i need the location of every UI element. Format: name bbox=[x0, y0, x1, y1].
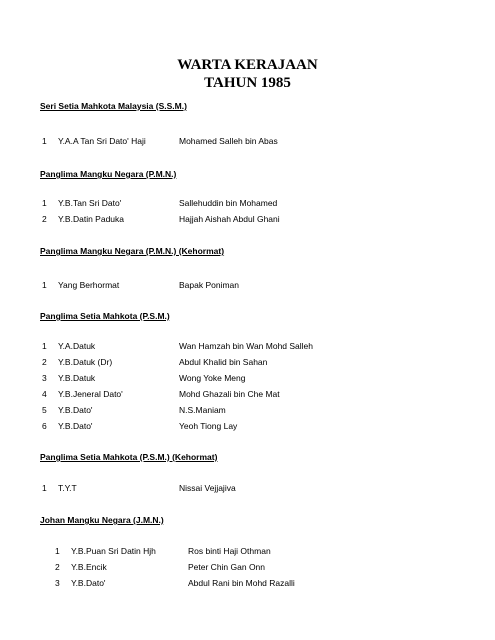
row-title: Y.B.Dato' bbox=[58, 405, 93, 415]
row-number: 3 bbox=[42, 373, 47, 383]
row-number: 5 bbox=[42, 405, 47, 415]
row-name: Mohamed Salleh bin Abas bbox=[179, 136, 278, 146]
row-name: Abdul Khalid bin Sahan bbox=[179, 357, 268, 367]
table-row bbox=[0, 562, 495, 573]
row-title: Yang Berhormat bbox=[58, 280, 120, 290]
section-heading: Johan Mangku Negara (J.M.N.) bbox=[40, 515, 164, 525]
row-number: 1 bbox=[55, 546, 60, 556]
row-number: 1 bbox=[42, 136, 47, 146]
table-row bbox=[0, 421, 495, 432]
row-name: Mohd Ghazali bin Che Mat bbox=[179, 389, 280, 399]
row-name: Bapak Poniman bbox=[179, 280, 240, 290]
section-heading: Panglima Mangku Negara (P.M.N.) bbox=[40, 169, 177, 179]
section-heading: Seri Setia Mahkota Malaysia (S.S.M.) bbox=[40, 101, 187, 111]
row-number: 2 bbox=[55, 562, 60, 572]
document-title-line-1: WARTA KERAJAAN bbox=[177, 57, 318, 73]
row-name: Wong Yoke Meng bbox=[179, 373, 246, 383]
row-number: 1 bbox=[42, 483, 47, 493]
table-row bbox=[0, 280, 495, 291]
row-title: Y.B.Datin Paduka bbox=[58, 214, 124, 224]
row-title: Y.B.Dato' bbox=[71, 578, 106, 588]
table-row bbox=[0, 373, 495, 384]
section-heading: Panglima Mangku Negara (P.M.N.) (Kehormat) bbox=[40, 246, 225, 256]
table-row bbox=[0, 136, 495, 147]
table-row bbox=[0, 578, 495, 589]
table-row bbox=[0, 214, 495, 225]
row-title: Y.B.Encik bbox=[71, 562, 107, 572]
table-row bbox=[0, 357, 495, 368]
row-title: Y.B.Puan Sri Datin Hjh bbox=[71, 546, 156, 556]
section-heading: Panglima Setia Mahkota (P.S.M.) (Kehormat) bbox=[40, 452, 218, 462]
table-row bbox=[0, 405, 495, 416]
table-row bbox=[0, 389, 495, 400]
document-title-line-2: TAHUN 1985 bbox=[204, 75, 291, 91]
row-number: 1 bbox=[42, 341, 47, 351]
row-number: 1 bbox=[42, 198, 47, 208]
table-row bbox=[0, 198, 495, 209]
row-number: 2 bbox=[42, 214, 47, 224]
row-title: Y.A.A Tan Sri Dato' Haji bbox=[58, 136, 146, 146]
row-number: 2 bbox=[42, 357, 47, 367]
row-name: Abdul Rani bin Mohd Razalli bbox=[188, 578, 295, 588]
table-row bbox=[0, 546, 495, 557]
row-name: Wan Hamzah bin Wan Mohd Salleh bbox=[179, 341, 314, 351]
row-title: Y.A.Datuk bbox=[58, 341, 96, 351]
row-name: Ros binti Haji Othman bbox=[188, 546, 271, 556]
row-title: Y.B.Dato' bbox=[58, 421, 93, 431]
row-title: Y.B.Datuk bbox=[58, 373, 96, 383]
row-name: Peter Chin Gan Onn bbox=[188, 562, 266, 572]
row-name: Nissai Vejjajiva bbox=[179, 483, 236, 493]
table-row bbox=[0, 341, 495, 352]
row-number: 6 bbox=[42, 421, 47, 431]
row-name: Yeoh Tiong Lay bbox=[179, 421, 238, 431]
row-number: 1 bbox=[42, 280, 47, 290]
row-title: Y.B.Datuk (Dr) bbox=[58, 357, 113, 367]
row-title: Y.B.Jeneral Dato' bbox=[58, 389, 123, 399]
row-name: Sallehuddin bin Mohamed bbox=[179, 198, 278, 208]
row-number: 4 bbox=[42, 389, 47, 399]
row-title: T.Y.T bbox=[58, 483, 77, 493]
table-row bbox=[0, 483, 495, 494]
row-name: Hajjah Aishah Abdul Ghani bbox=[179, 214, 280, 224]
row-title: Y.B.Tan Sri Dato' bbox=[58, 198, 122, 208]
row-name: N.S.Maniam bbox=[179, 405, 226, 415]
row-number: 3 bbox=[55, 578, 60, 588]
section-heading: Panglima Setia Mahkota (P.S.M.) bbox=[40, 311, 170, 321]
